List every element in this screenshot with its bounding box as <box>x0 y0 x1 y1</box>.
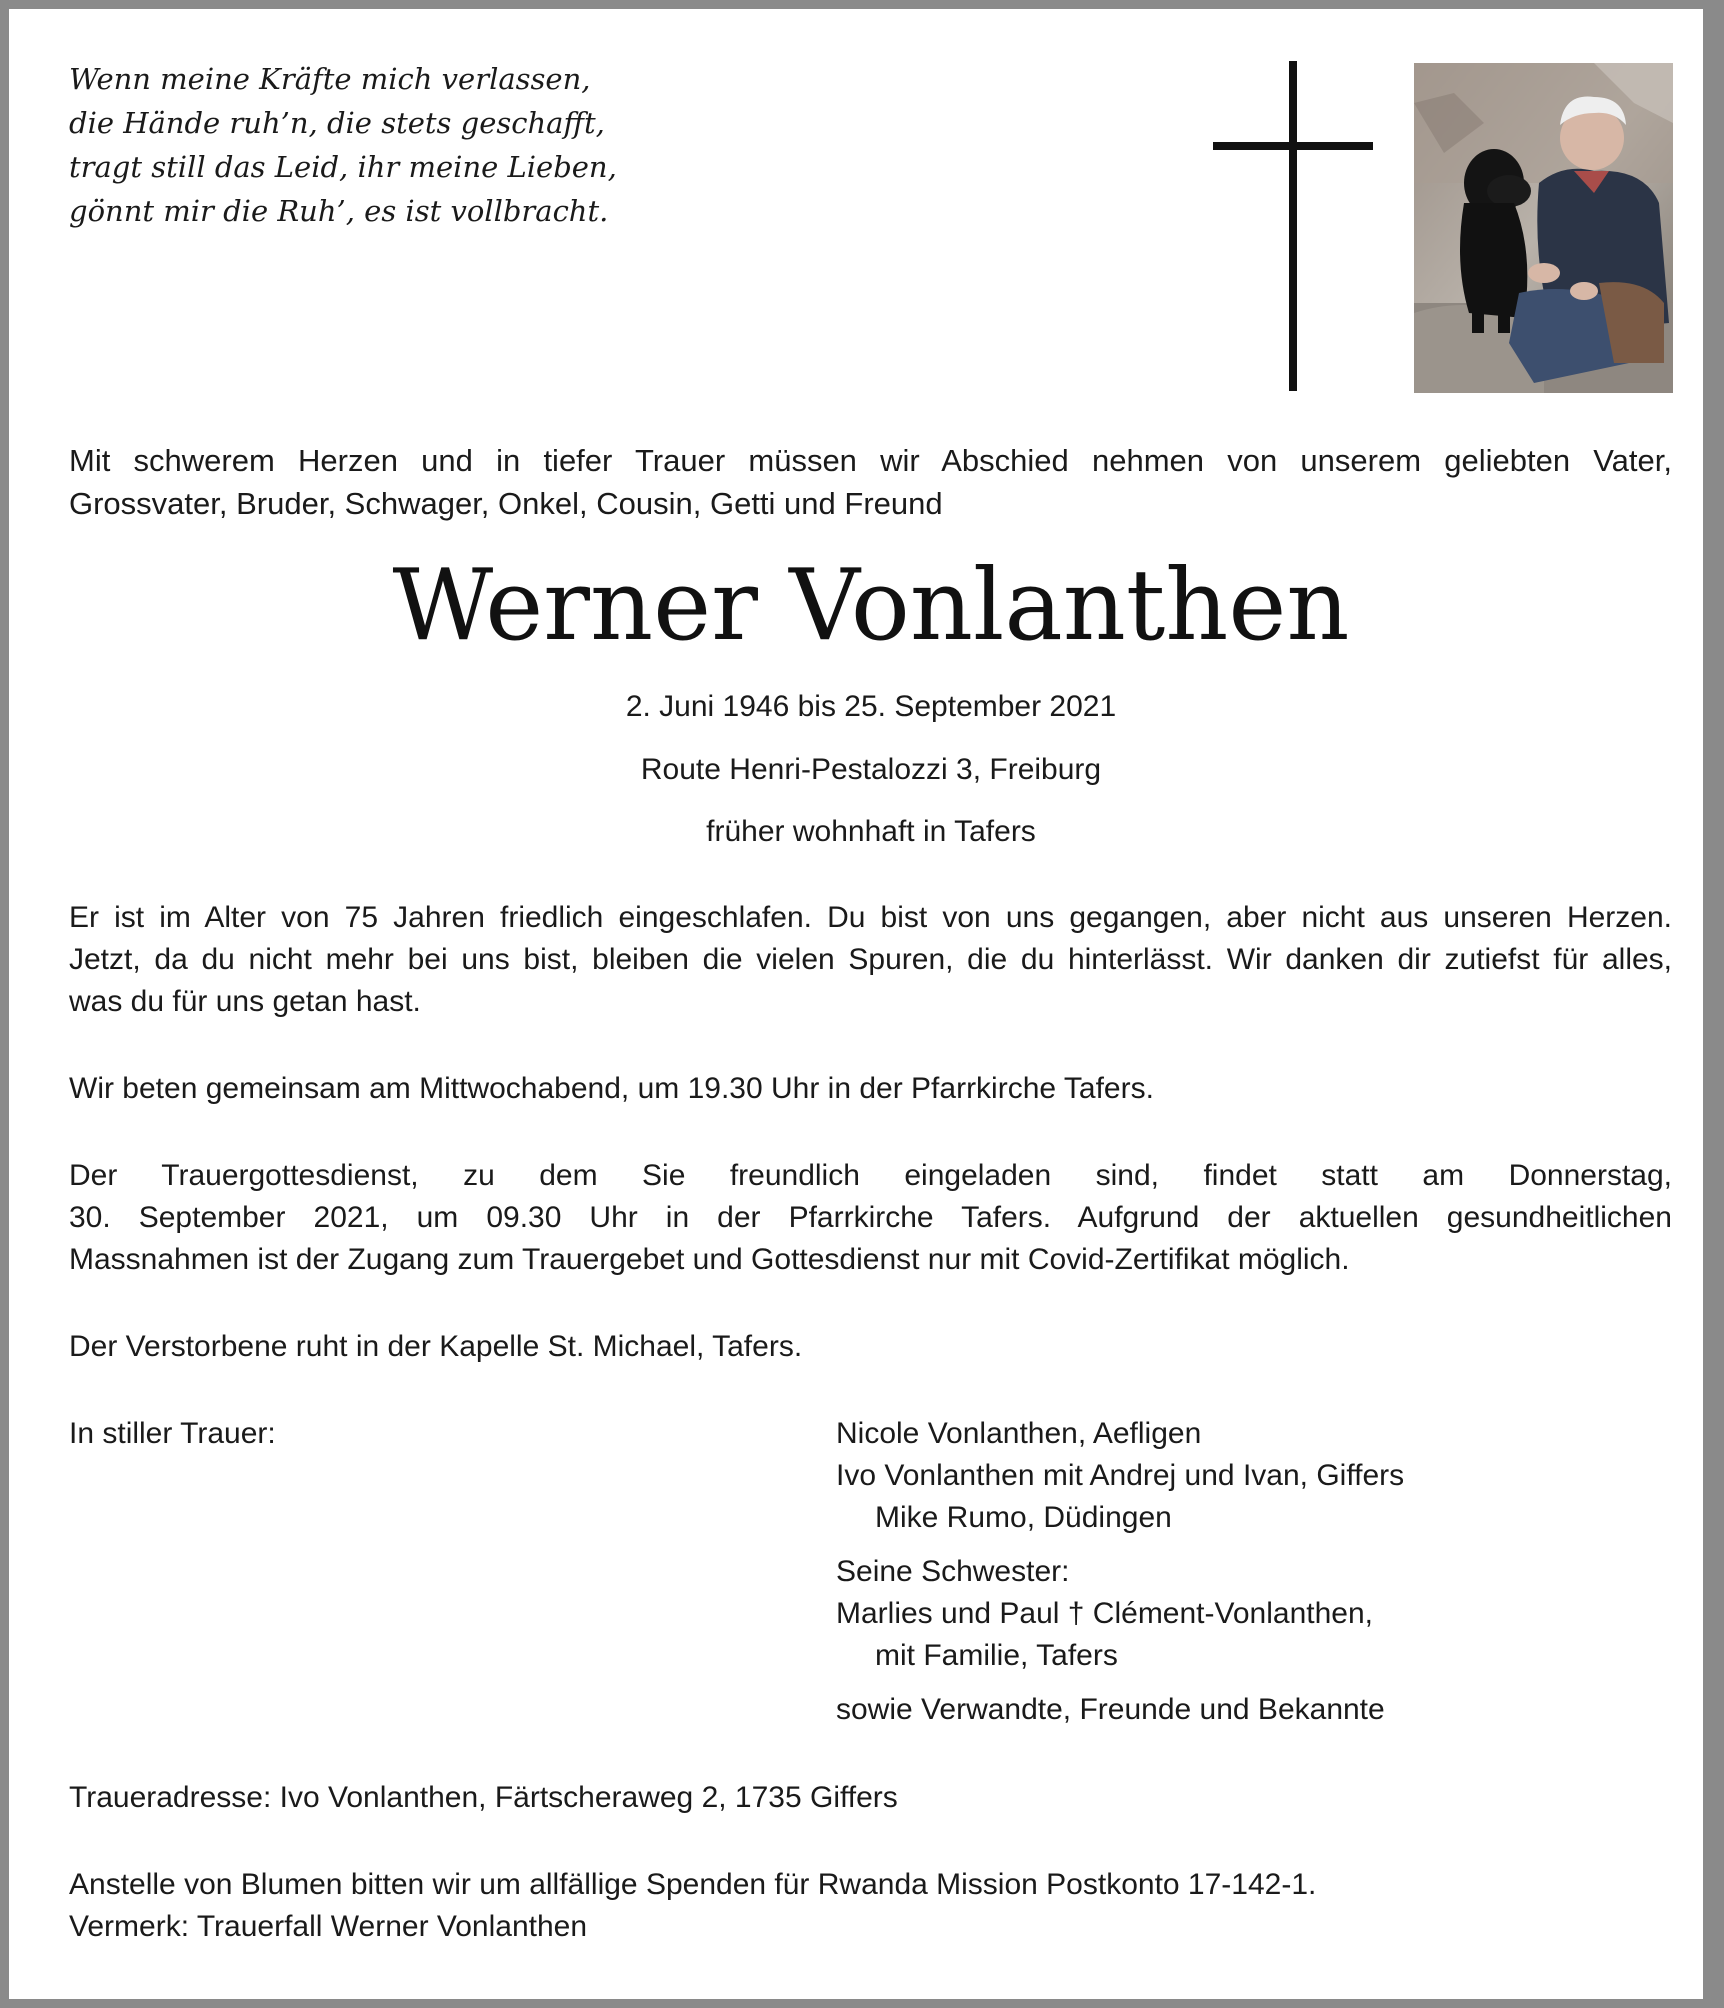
mourner-line: Ivo Vonlanthen mit Andrej und Ivan, Giffers <box>836 1459 1405 1492</box>
mourner-line: sowie Verwandte, Freunde und Bekannte <box>836 1693 1385 1726</box>
poem-line: die Hände ruh’n, die stets geschafft, <box>69 106 605 140</box>
deceased-name: Werner Vonlanthen <box>392 549 1350 663</box>
farewell-paragraph <box>69 897 1672 1023</box>
former-residence: früher wohnhaft in Tafers <box>706 815 1036 848</box>
mourner-line: mit Familie, Tafers <box>875 1639 1118 1672</box>
mourner-line: Nicole Vonlanthen, Aefligen <box>836 1417 1202 1450</box>
mourning-address: Traueradresse: Ivo Vonlanthen, Färtscheraweg 2, 1735 Giffers <box>69 1781 898 1814</box>
mourning-label: In stiller Trauer: <box>69 1417 276 1450</box>
portrait-photo <box>1414 63 1673 393</box>
mourner-line: Seine Schwester: <box>836 1555 1070 1588</box>
poem-line: gönnt mir die Ruh’, es ist vollbracht. <box>69 194 609 228</box>
deceased-address: Route Henri-Pestalozzi 3, Freiburg <box>640 753 1102 786</box>
prayer-info: Wir beten gemeinsam am Mittwochabend, um 19.30 Uhr in der Pfarrkirche Tafers. <box>69 1072 1154 1105</box>
mourner-line: Mike Rumo, Düdingen <box>875 1501 1172 1534</box>
paragraph-line: Er ist im Alter von 75 Jahren friedlich eingeschlafen. Du bist von uns gegangen, aber nicht aus unseren Herzen. <box>69 901 1672 934</box>
paragraph-line: Der Trauergottesdienst, zu dem Sie freundlich eingeladen sind, findet statt am Donnerstag, <box>69 1159 1672 1192</box>
life-dates: 2. Juni 1946 bis 25. September 2021 <box>625 690 1117 723</box>
donation-line: Anstelle von Blumen bitten wir um allfällige Spenden für Rwanda Mission Postkonto 17-142-1. <box>69 1868 1317 1901</box>
poem-line: tragt still das Leid, ihr meine Lieben, <box>69 150 617 184</box>
poem <box>69 57 617 233</box>
mourners-list <box>836 1413 1404 1731</box>
service-paragraph <box>69 1155 1672 1281</box>
donation-note <box>69 1864 1672 1948</box>
paragraph-line: 30. September 2021, um 09.30 Uhr in der Pfarrkirche Tafers. Aufgrund der aktuellen gesundheitlichen <box>69 1201 1672 1234</box>
intro-line: Grossvater, Bruder, Schwager, Onkel, Cousin, Getti und Freund <box>69 486 943 521</box>
intro-text <box>69 439 1672 525</box>
mourner-line: Marlies und Paul † Clément-Vonlanthen, <box>836 1597 1373 1630</box>
resting-place: Der Verstorbene ruht in der Kapelle St. Michael, Tafers. <box>69 1330 803 1363</box>
cross-icon <box>1213 61 1373 391</box>
paragraph-line: Jetzt, da du nicht mehr bei uns bist, bleiben die vielen Spuren, die du hinterlässt. Wir danken dir zutiefst für alles, <box>69 943 1672 976</box>
paragraph-line: was du für uns getan hast. <box>69 985 421 1018</box>
paragraph-line: Massnahmen ist der Zugang zum Trauergebet und Gottesdienst nur mit Covid-Zertifikat möglich. <box>69 1243 1350 1276</box>
reference-line: Vermerk: Trauerfall Werner Vonlanthen <box>69 1910 588 1943</box>
poem-line: Wenn meine Kräfte mich verlassen, <box>69 62 591 96</box>
intro-line: Mit schwerem Herzen und in tiefer Trauer müssen wir Abschied nehmen von unserem geliebten Vater, <box>69 443 1672 478</box>
